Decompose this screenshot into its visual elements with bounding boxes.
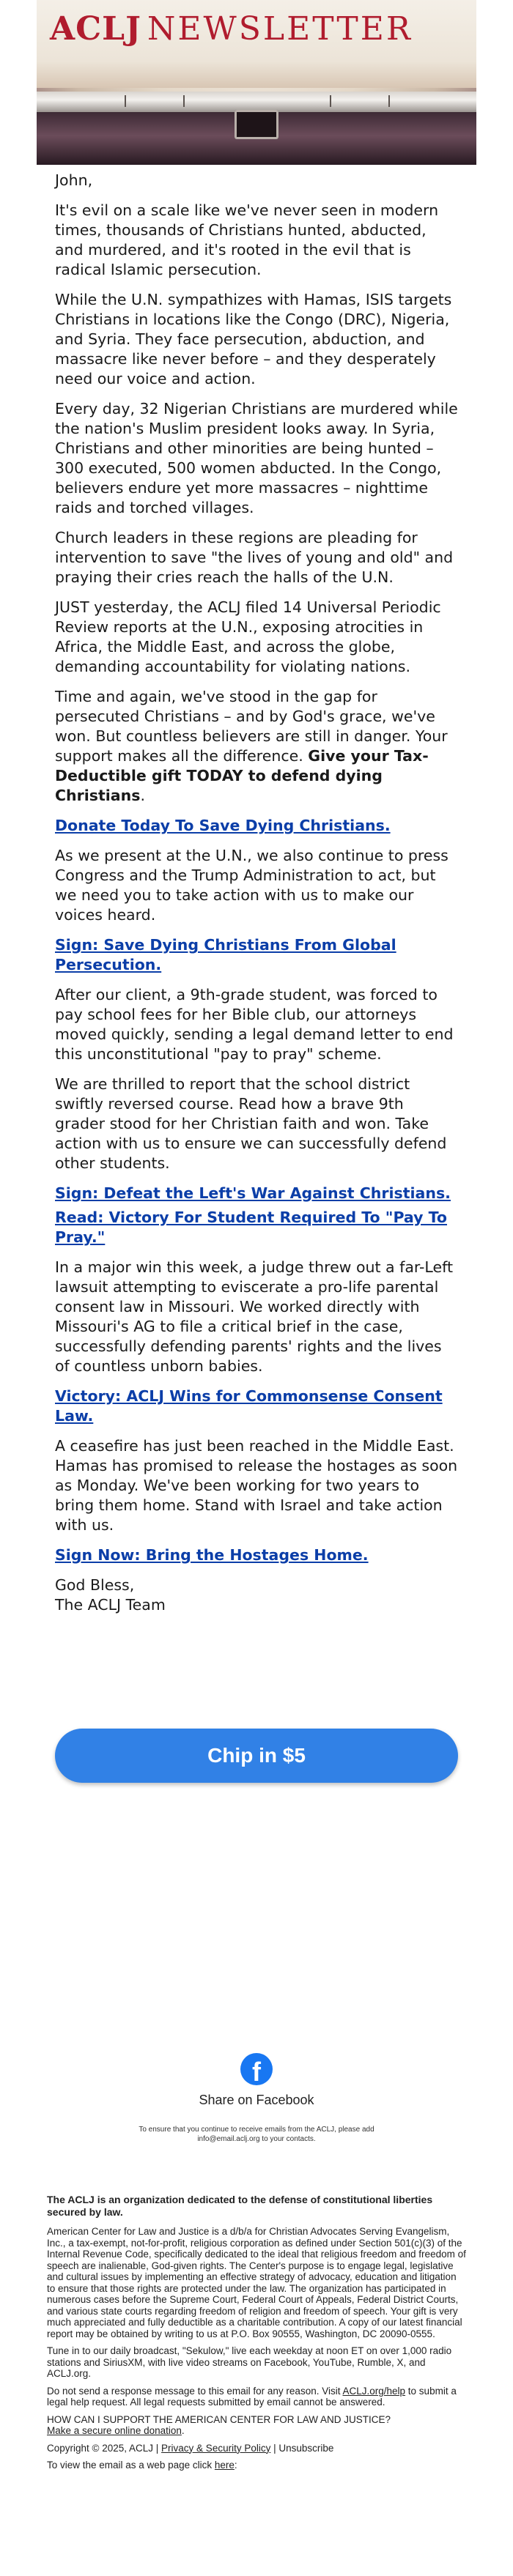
signature: The ACLJ Team	[55, 1596, 166, 1614]
email-body	[55, 171, 458, 1625]
hostages-link[interactable]: Sign Now: Bring the Hostages Home.	[55, 1546, 369, 1564]
paragraph: After our client, a 9th-grade student, was forced to pay school fees for her Bible club, our attorneys moved quickly, sending a legal demand letter to end this unconstitutional "pay to pray" scheme.	[55, 986, 454, 1063]
read-victory-link[interactable]: Read: Victory For Student Required To "Pay To Pray."	[55, 1209, 447, 1246]
typewriter-roller	[37, 92, 476, 112]
paragraph: It's evil on a scale like we've never seen in modern times, thousands of Christians hunted, abducted, and murdered, and it's rooted in the evil that is radical Islamic persecution.	[55, 201, 439, 278]
cta-paragraph	[55, 816, 458, 836]
paragraph	[55, 687, 458, 806]
share-on-facebook-link[interactable]: Share on Facebook	[199, 2093, 314, 2107]
support-question: HOW CAN I SUPPORT THE AMERICAN CENTER FOR LAW AND JUSTICE?	[47, 2413, 391, 2425]
paragraph: As we present at the U.N., we also continue to press Congress and the Trump Administration to act, but we need you to take action with us to make our voices heard.	[55, 847, 449, 924]
footer-copyright	[47, 2443, 466, 2454]
support-end: .	[181, 2425, 185, 2436]
privacy-link[interactable]: Privacy & Security Policy	[161, 2442, 271, 2454]
no-reply-text-end: to submit a legal help request. All legal requests submitted by email cannot be answered.	[47, 2385, 457, 2408]
footer-no-reply	[47, 2386, 466, 2408]
facebook-icon[interactable]: f	[240, 2053, 273, 2085]
donate-link[interactable]: Donate Today To Save Dying Christians.	[55, 817, 391, 834]
no-reply-text: Do not send a response message to this email for any reason. Visit	[47, 2385, 343, 2397]
webpage-text: To view the email as a web page click	[47, 2460, 215, 2471]
roller-tick	[183, 95, 185, 107]
separator: |	[270, 2442, 279, 2454]
paragraph-end: .	[140, 787, 145, 804]
paragraph: In a major win this week, a judge threw out a far-Left lawsuit attempting to eviscerate a pro-life parental consent law in Missouri. We worked directly with Missouri's AG to file a critical brief in the case, successfully defending parents' rights and the lives of countless unborn babies.	[55, 1258, 453, 1375]
cta-paragraph	[55, 1184, 458, 1203]
footer-about: American Center for Law and Justice is a d/b/a for Christian Advocates Serving Evangelism, Inc., a tax-exempt, not-for-profit, religious corporation as defined under Section 501(c)(3) of the Internal Revenue Code, specifically dedicated to the ideal that religious freedom and freedom of speech are inalienable, God-given rights. The Center's purpose is to engage legal, legislative and cultural issues by implementing an effective strategy of advocacy, education and litigation to ensure that those rights are protected under the law. The organization has participated in numerous cases before the Supreme Court, Federal Court of Appeals, Federal District Courts, and various state courts regarding freedom of religion and freedom of speech. Your gift is very much appreciated and fully deductible as a charitable contribution. A copy of our latest financial report may be obtained by writing to us at P.O. Box 90555, Washington, DC 20090-0555.	[47, 2226, 466, 2339]
roller-tick	[388, 95, 390, 107]
help-link[interactable]: ACLJ.org/help	[342, 2385, 406, 2397]
sign-persecution-link[interactable]: Sign: Save Dying Christians From Global Persecution.	[55, 936, 396, 973]
paragraph-text: Time and again, we've stood in the gap for persecuted Christians – and by God's grace, we've won. But countless believers are still in danger. Your support makes all the difference.	[55, 688, 448, 765]
unsubscribe-link[interactable]: Unsubscribe	[278, 2442, 334, 2454]
footer-webpage	[47, 2460, 466, 2471]
footer-heading: The ACLJ is an organization dedicated to the defense of constitutional liberties secured by law.	[47, 2194, 433, 2218]
footer-tune-in: Tune in to our daily broadcast, "Sekulow," live each weekday at noon ET on over 1,000 radio stations and SiriusXM, with live video streams on Facebook, YouTube, Rumble, X, and ACLJ.org.	[47, 2345, 452, 2379]
roller-tick	[125, 95, 126, 107]
secure-donation-link[interactable]: Make a secure online donation	[47, 2425, 182, 2436]
cta-paragraph	[55, 1208, 458, 1247]
sign-war-link[interactable]: Sign: Defeat the Left's War Against Christians.	[55, 1184, 451, 1202]
banner-logo	[50, 10, 413, 48]
paragraph: JUST yesterday, the ACLJ filed 14 Universal Periodic Review reports at the U.N., exposing atrocities in Africa, the Middle East, and across the globe, demanding accountability for violating nations.	[55, 598, 441, 675]
roller-tick	[330, 95, 331, 107]
paragraph: A ceasefire has just been reached in the Middle East. Hamas has promised to release the hostages as soon as Monday. We've been working for two years to bring them home. Stand with Israel and take action with us.	[55, 1437, 458, 1534]
webpage-link[interactable]: here	[214, 2460, 235, 2471]
newsletter-title: NEWSLETTER	[147, 10, 413, 48]
bold-appeal: Give your Tax-Deductible gift TODAY to defend dying Christians	[55, 747, 429, 804]
contacts-notice: To ensure that you continue to receive emails from the ACLJ, please add info@email.aclj.org to your contacts.	[139, 2126, 374, 2143]
footer-support	[47, 2414, 466, 2437]
cta-paragraph	[55, 935, 458, 975]
paragraph: Every day, 32 Nigerian Christians are murdered while the nation's Muslim president looks away. In Syria, Christians and other minorities are being hunted – 300 executed, 500 women abducted. In the Congo, believers endure yet more massacres – nighttime raids and torched villages.	[55, 400, 458, 516]
victory-consent-link[interactable]: Victory: ACLJ Wins for Commonsense Consent Law.	[55, 1387, 443, 1425]
newsletter-banner	[37, 0, 476, 165]
chip-in-button[interactable]: Chip in $5	[55, 1729, 458, 1783]
paragraph: While the U.N. sympathizes with Hamas, ISIS targets Christians in locations like the Congo (DRC), Nigeria, and Syria. They face persecution, abduction, and massacre like never before – and they desperately need our voice and action.	[55, 291, 452, 387]
typewriter-guide	[235, 110, 278, 139]
greeting: John,	[55, 171, 93, 189]
copyright-text: Copyright © 2025, ACLJ |	[47, 2442, 162, 2454]
webpage-end: :	[234, 2460, 237, 2471]
signoff: God Bless,	[55, 1576, 135, 1594]
paragraph: Church leaders in these regions are pleading for intervention to save "the lives of young and old" and praying their cries reach the halls of the U.N.	[55, 529, 454, 586]
aclj-logo-text: ACLJ	[50, 10, 141, 48]
cta-paragraph	[55, 1387, 458, 1426]
paragraph: We are thrilled to report that the school district swiftly reversed course. Read how a brave 9th grader stood for her Christian faith and won. Take action with us to ensure we can successfully defend other students.	[55, 1075, 447, 1172]
cta-paragraph	[55, 1545, 458, 1565]
header	[37, 0, 476, 165]
footer	[47, 2194, 466, 2477]
